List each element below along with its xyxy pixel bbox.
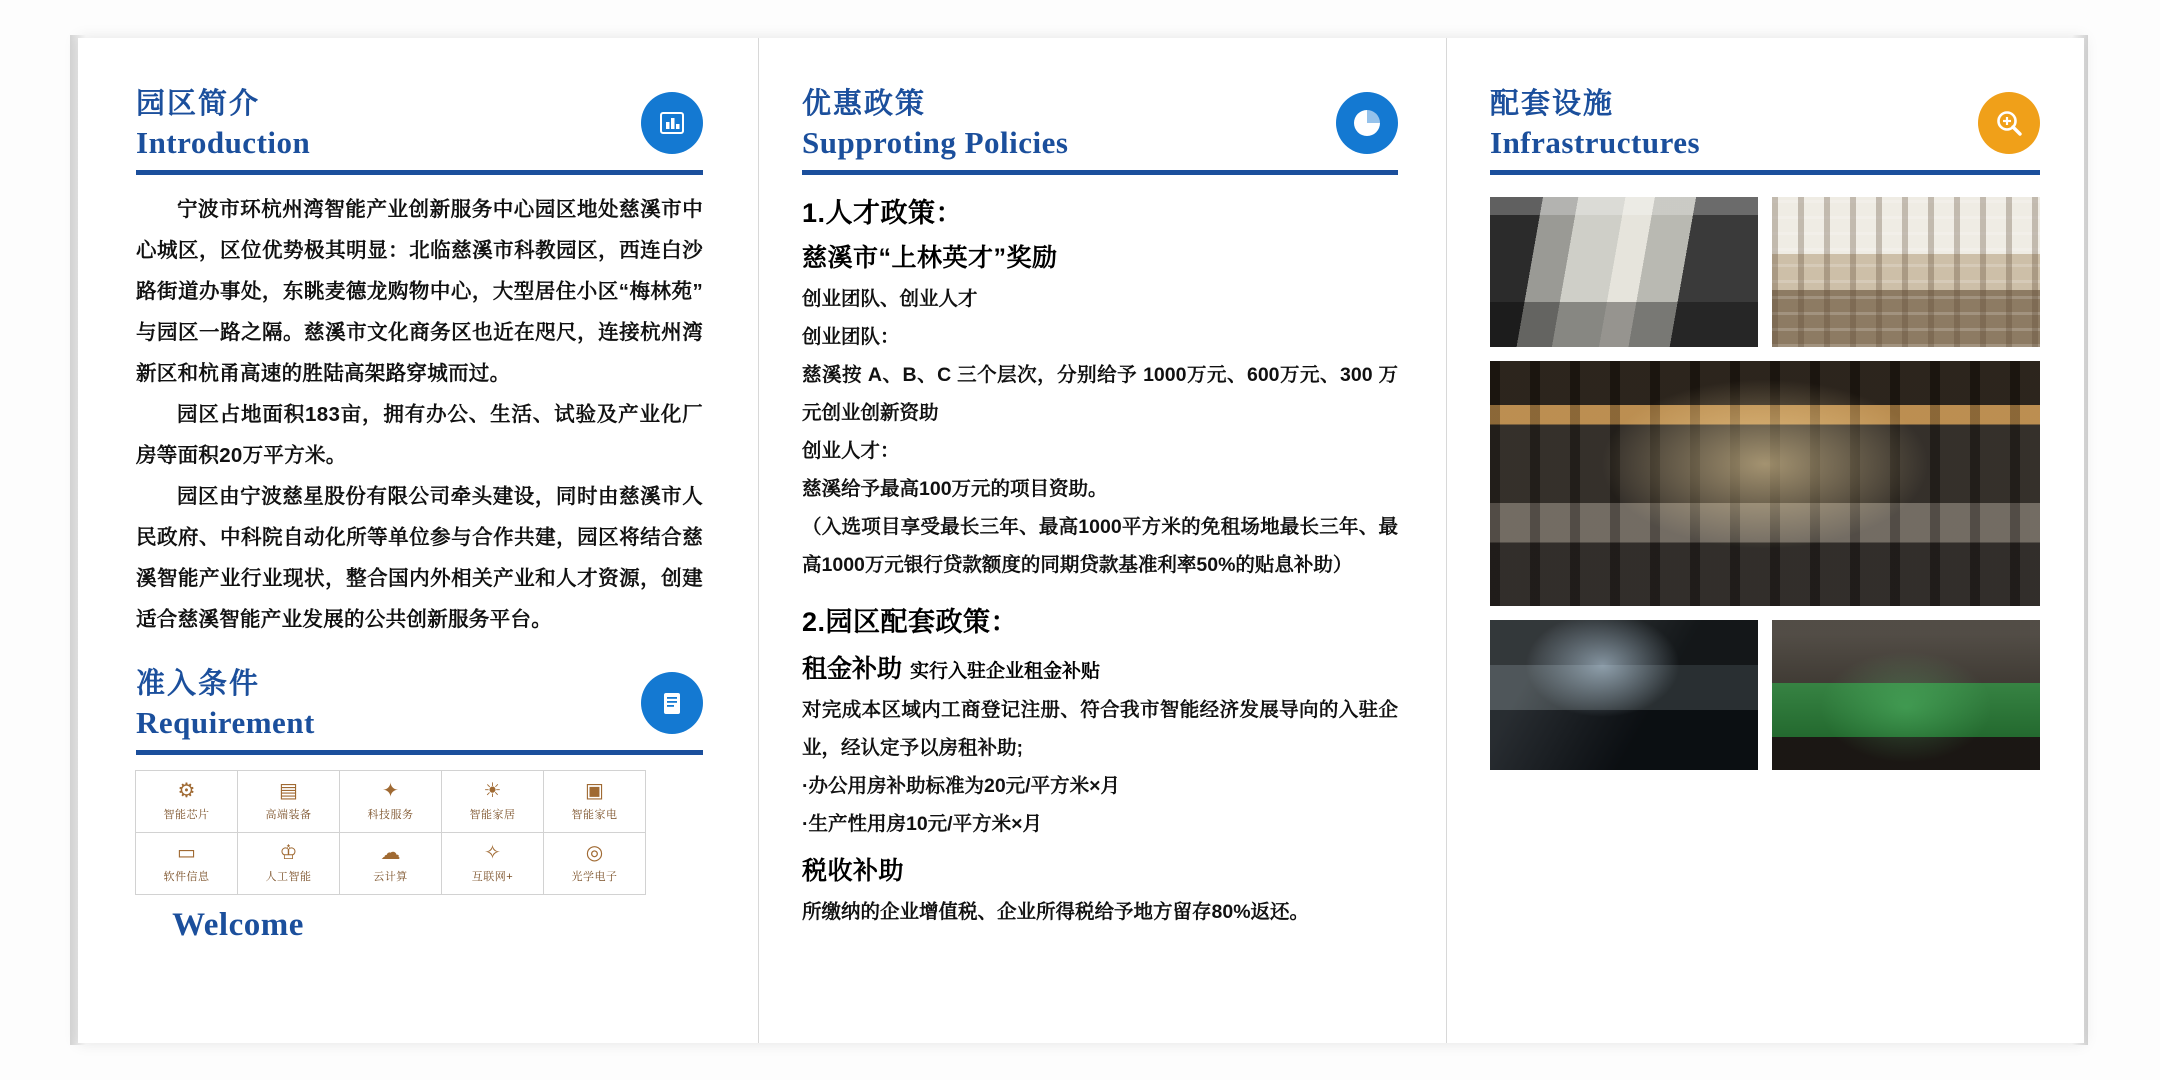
- appliance-icon: ▣: [585, 780, 604, 802]
- policy-1-line: 创业人才：: [802, 440, 900, 463]
- policy-1-line: 创业团队：: [802, 326, 900, 349]
- software-icon: ▭: [177, 842, 196, 864]
- introduction-heading-en: Introduction: [136, 125, 311, 161]
- service-icon: ✦: [382, 780, 399, 802]
- category-label: 智能家居: [469, 809, 516, 821]
- category-label: 互联网+: [471, 871, 514, 883]
- category-label: 人工智能: [265, 871, 312, 883]
- panel-infrastructures: [1446, 38, 2084, 1043]
- introduction-heading: [136, 86, 703, 175]
- infrastructures-heading-cn: 配套设施: [1490, 88, 1615, 120]
- policy-2-line: ·办公用房补助标准为20元/平方米×月: [802, 775, 1120, 798]
- requirement-heading-en: Requirement: [136, 705, 315, 741]
- infrastructures-heading: [1490, 86, 2040, 175]
- photo-row-top: [1490, 197, 2040, 347]
- policy-2-line: 所缴纳的企业增值税、企业所得税给予地方留存80%返还。: [802, 901, 1310, 924]
- policy-2-line: ·生产性用房10元/平方米×月: [802, 813, 1042, 836]
- policy-2-subtitle-row: [802, 649, 1398, 685]
- billiards-room-photo: [1772, 620, 2040, 770]
- category-label: 光学电子: [571, 871, 618, 883]
- corridor-photo: [1490, 197, 1758, 347]
- policy-1-line: 慈溪给予最高100万元的项目资助。: [802, 478, 1108, 501]
- policy-1-subtitle: 慈溪市“上林英才”奖励: [802, 244, 1058, 272]
- policy-2-title: 2.园区配套政策：: [802, 607, 1019, 638]
- smart-home-icon: ☀: [483, 780, 502, 802]
- ai-icon: ♔: [279, 842, 298, 864]
- bar-chart-icon: [641, 92, 703, 154]
- panel-policies: [758, 38, 1446, 1043]
- equipment-icon: ▤: [279, 780, 298, 802]
- policy-2-subtitle-note: 实行入驻企业租金补贴: [910, 661, 1101, 683]
- lobby-lounge-photo: [1490, 361, 2040, 606]
- panel-introduction: [78, 38, 758, 1043]
- category-label: 云计算: [373, 871, 408, 883]
- policies-rule: [802, 170, 1398, 175]
- category-label: 高端装备: [265, 809, 312, 821]
- category-label: 科技服务: [367, 809, 414, 821]
- policies-heading-cn: 优惠政策: [802, 88, 927, 120]
- welcome-text: Welcome: [172, 907, 304, 943]
- internet-icon: ✧: [484, 842, 501, 864]
- policy-1-line: （入选项目享受最长三年、最高1000平方米的免租场地最长三年、最高1000万元银行贷款额度的同期贷款基准利率50%的贴息补助）: [802, 516, 1398, 577]
- open-office-photo: [1772, 197, 2040, 347]
- brochure-panels: [78, 38, 2084, 1043]
- category-icon-grid: [136, 771, 703, 957]
- requirement-rule: [136, 750, 703, 755]
- category-cell: [543, 770, 646, 833]
- category-label: 智能芯片: [163, 809, 210, 821]
- chip-icon: ⚙: [177, 780, 196, 802]
- requirement-heading: [136, 666, 703, 755]
- introduction-paragraph: 园区由宁波慈星股份有限公司牵头建设，同时由慈溪市人民政府、中科院自动化所等单位参与合作共建，园区将结合慈溪智能产业行业现状，整合国内外相关产业和人才资源，创建适合慈溪智能产业发展的公共创新服务平台。: [136, 485, 703, 631]
- pie-chart-icon: [1336, 92, 1398, 154]
- introduction-rule: [136, 170, 703, 175]
- category-cell: [339, 832, 442, 895]
- category-cell: [543, 832, 646, 895]
- category-cell: [441, 832, 544, 895]
- requirement-heading-cn: 准入条件: [136, 668, 261, 700]
- category-cell: [135, 770, 238, 833]
- policy-2-subtitle: 租金补助: [802, 655, 903, 684]
- photo-row-bottom: [1490, 620, 2040, 770]
- policy-1-line: 慈溪按 A、B、C 三个层次，分别给予 1000万元、600万元、300 万元创业创新资助: [802, 364, 1398, 425]
- category-cell: [339, 770, 442, 833]
- infrastructures-rule: [1490, 170, 2040, 175]
- photo-row-middle: [1490, 361, 2040, 606]
- cloud-icon: ☁: [380, 842, 401, 864]
- introduction-paragraph: 宁波市环杭州湾智能产业创新服务中心园区地处慈溪市中心城区，区位优势极其明显：北临慈溪市科教园区，西连白沙路街道办事处，东眺麦德龙购物中心，大型居住小区“梅林苑”与园区一路之隔。慈溪市文化商务区也近在咫尺，连接杭州湾新区和杭甬高速的胜陆高架路穿城而过。: [136, 198, 703, 385]
- document-list-icon: [641, 672, 703, 734]
- photo-gallery: [1490, 197, 2040, 770]
- category-cell: [135, 832, 238, 895]
- introduction-heading-cn: 园区简介: [136, 88, 261, 120]
- infrastructures-heading-en: Infrastructures: [1490, 125, 1701, 161]
- requirement-category-grid: [136, 771, 703, 957]
- policy-1-line: 创业团队、创业人才: [802, 288, 978, 310]
- policies-heading: [802, 86, 1398, 175]
- policy-1-title: 1.人才政策：: [802, 198, 964, 228]
- category-label: 软件信息: [163, 871, 210, 883]
- introduction-paragraph: 园区占地面积183亩，拥有办公、生活、试验及产业化厂房等面积20万平方米。: [136, 403, 703, 467]
- policy-2-line: 对完成本区域内工商登记注册、符合我市智能经济发展导向的入驻企业，经认定予以房租补助;: [802, 699, 1398, 760]
- policy-2-subtitle-2: 税收补助: [802, 857, 905, 886]
- category-cell: [237, 832, 340, 895]
- category-label: 智能家电: [571, 809, 618, 821]
- introduction-body: [136, 189, 703, 640]
- category-cell: [237, 770, 340, 833]
- zoom-in-icon: [1978, 92, 2040, 154]
- category-cell: [441, 770, 544, 833]
- meeting-room-photo: [1490, 620, 1758, 770]
- optics-icon: ◎: [585, 842, 604, 864]
- policies-heading-en: Supproting Policies: [802, 125, 1069, 161]
